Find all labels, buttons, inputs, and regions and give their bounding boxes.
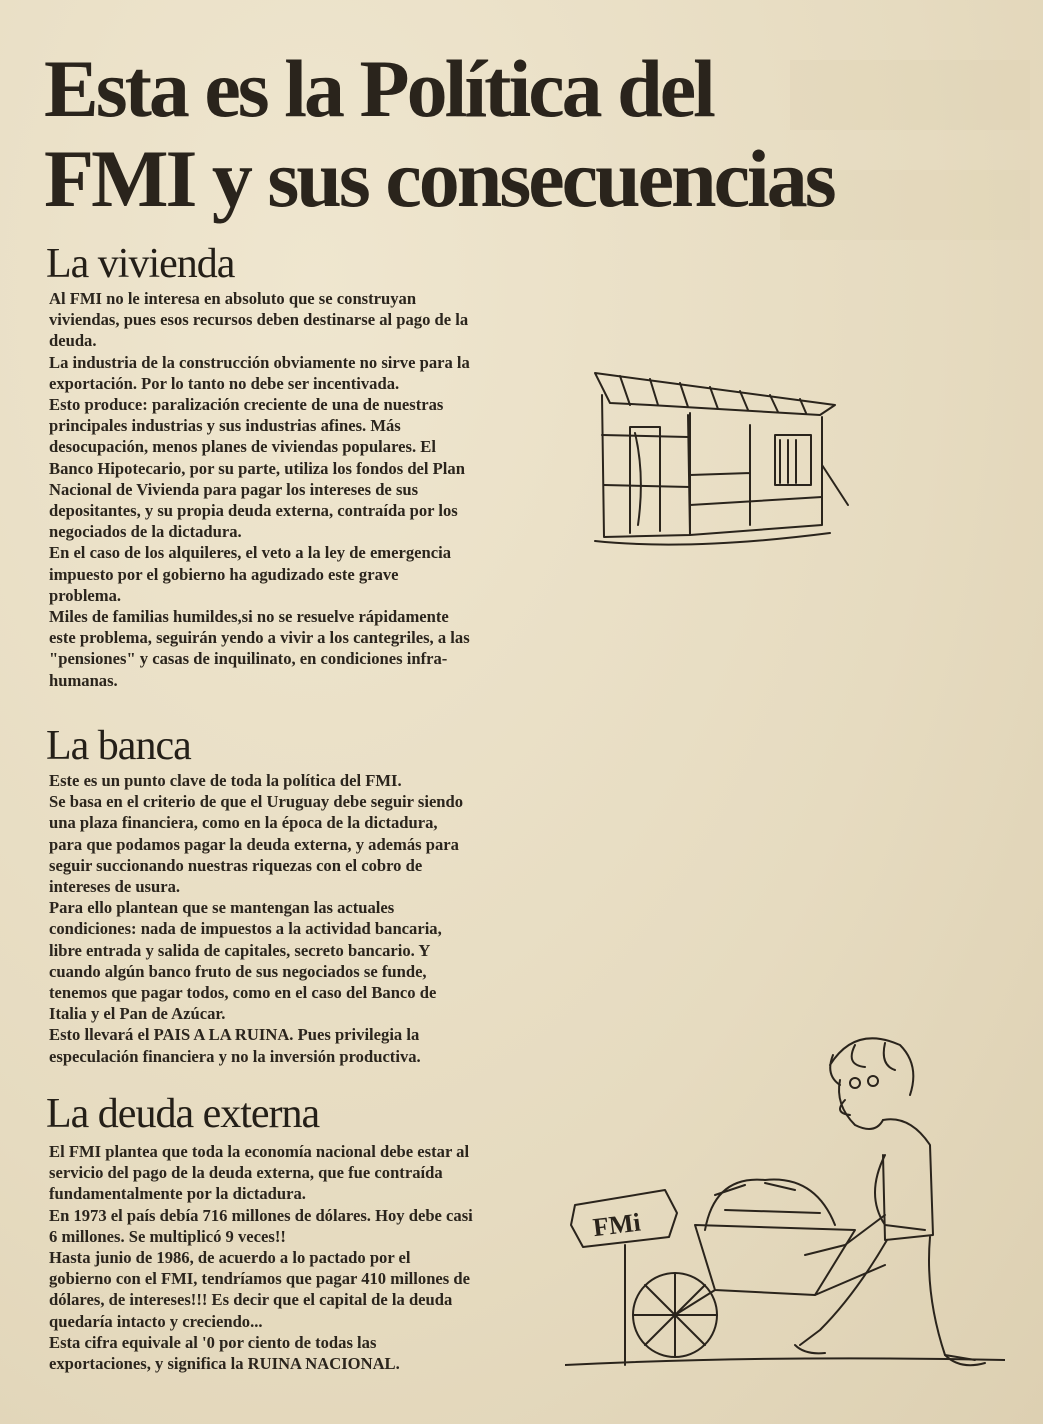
- section-heading-deuda-externa: La deuda externa: [46, 1091, 320, 1137]
- fmi-sign-label: FMi: [591, 1207, 643, 1243]
- section-heading-banca: La banca: [46, 723, 191, 769]
- section-heading-vivienda: La vivienda: [46, 241, 235, 287]
- title-line-2: FMI y sus consecuencias: [44, 133, 834, 224]
- shack-illustration: [590, 365, 850, 555]
- section-text-banca: Este es un punto clave de toda la política del FMI. Se basa en el criterio de que el Uruguay debe seguir siendo una plaza financiera, como en la época de la dictadura, para que podamos pagar la deuda externa, y además para seguir succionando nuestras riquezas con el cobro de intereses de usura. Para ello plantean que se mantengan las actuales condiciones: nada de impuestos a la actividad bancaria, libre entrada y salida de capitales, secreto bancario. Y cuando algún banco fruto de sus negociados se funde, tenemos que pagar todos, como en el caso del Banco de Italia y el Pan de Azúcar. Esto llevará el PAIS A LA RUINA. Pues privilegia la especulación financiera y no la inversión productiva.: [49, 771, 464, 1066]
- page-title: [44, 44, 944, 224]
- title-line-1: Esta es la Política del: [44, 43, 713, 134]
- section-text-deuda-externa: El FMI plantea que toda la economía nacional debe estar al servicio del pago de la deuda externa, que fue contraída fundamentalmente por la dictadura. En 1973 el país debía 716 millones de dólares. Hoy debe casi 6 millones. Se multiplicó 9 veces!! Hasta junio de 1986, de acuerdo a lo pactado por el gobierno con el FMI, tendríamos que pagar 410 millones de dólares, de intereses!!! Es decir que el capital de la deuda quedaría intacto y creciendo... Esta cifra equivale al '0 por ciento de todas las exportaciones, y significa la RUINA NACIONAL.: [49, 1142, 473, 1374]
- section-text-vivienda: Al FMI no le interesa en absoluto que se construyan viviendas, pues esos recursos deben destinarse al pago de la deuda. La industria de la construcción obviamente no sirve para la exportación. Por lo tanto no debe ser incentivada. Esto produce: paralización creciente de una de nuestras principales industrias y sus industrias afines. Más desocupación, menos planes de viviendas populares. El Banco Hipotecario, por su parte, utiliza los fondos del Plan Nacional de Vivienda para pagar los intereses de sus depositantes, y su propia deuda externa, contraída por los negociados de la dictadura. En el caso de los alquileres, el veto a la ley de emergencia impuesto por el gobierno ha agudizado este grave problema. Miles de familias humildes,si no se resuelve rápidamente este problema, seguirán yendo a vivir a los cantegriles, a las "pensiones" y casas de inquilinato, en condiciones infra- humanas.: [49, 289, 470, 690]
- man-wheelbarrow-illustration: [565, 1025, 1005, 1375]
